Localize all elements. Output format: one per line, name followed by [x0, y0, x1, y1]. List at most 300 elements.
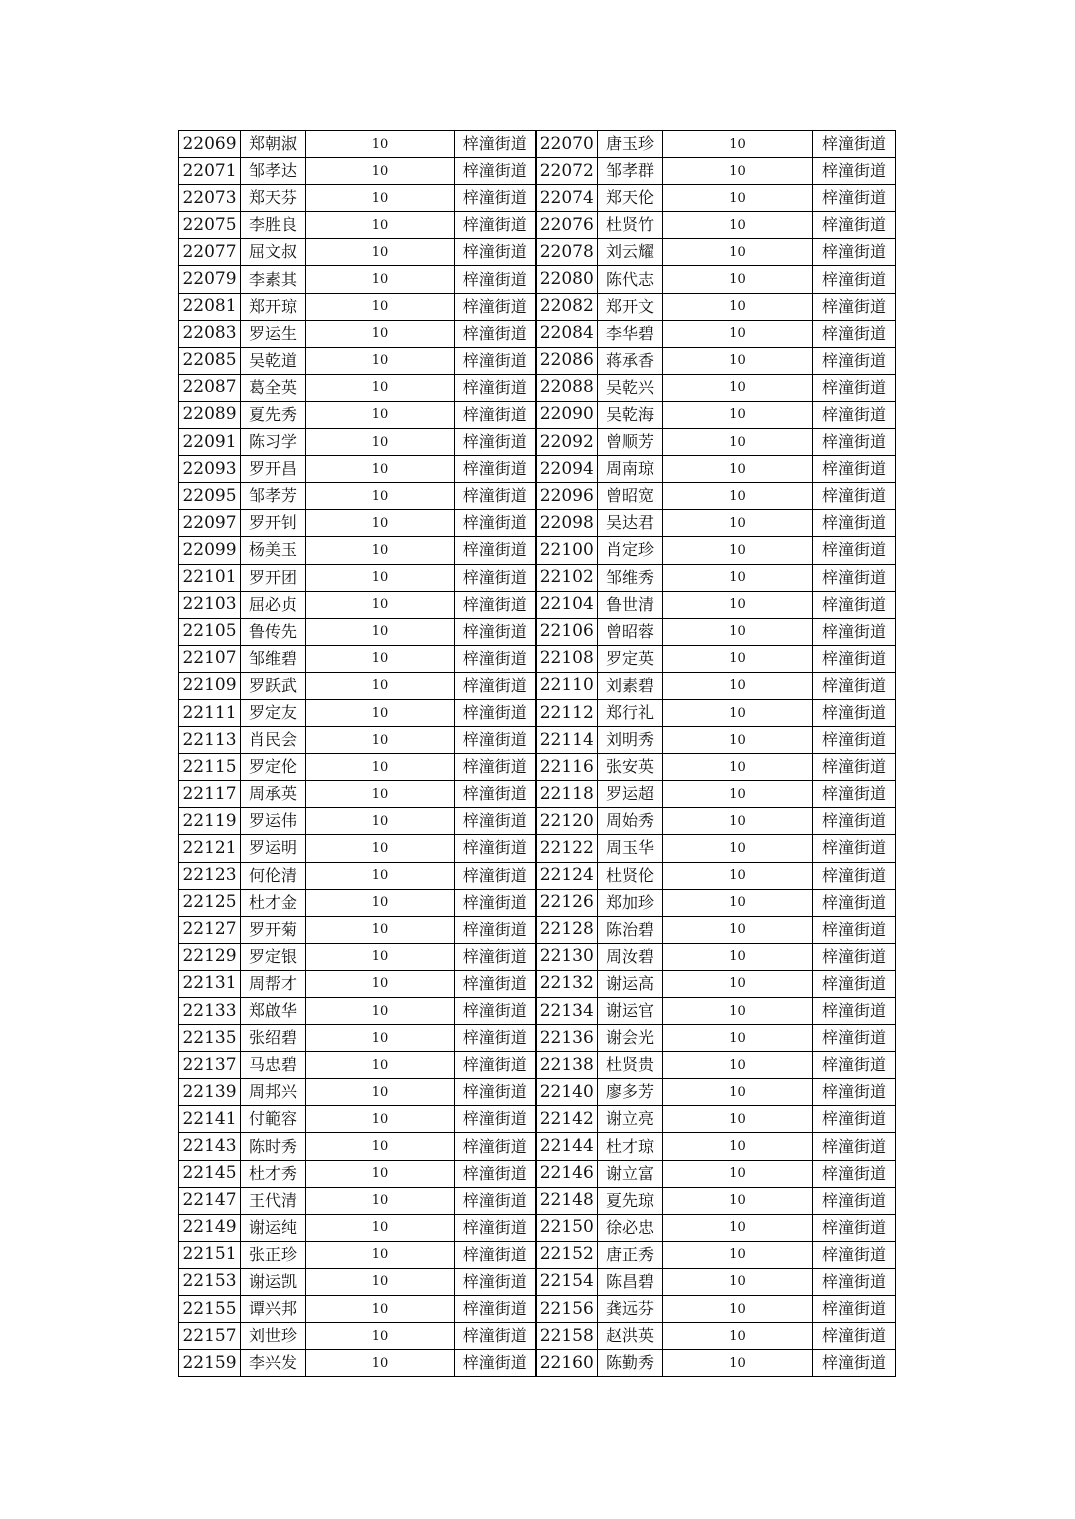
- amount-cell: 10: [306, 266, 455, 293]
- location-cell: 梓潼街道: [455, 293, 536, 320]
- record-id-cell: 22147: [179, 1187, 241, 1214]
- record-id-cell: 22093: [179, 456, 241, 483]
- person-name-cell: 谢立富: [598, 1160, 663, 1187]
- record-id-cell: 22076: [536, 212, 598, 239]
- table-row: [179, 239, 896, 266]
- record-id-cell: 22089: [179, 401, 241, 428]
- record-id-cell: 22131: [179, 970, 241, 997]
- record-id-cell: 22102: [536, 564, 598, 591]
- person-name-cell: 陈昌碧: [598, 1268, 663, 1295]
- location-cell: 梓潼街道: [455, 1079, 536, 1106]
- table-row: [179, 1241, 896, 1268]
- location-cell: 梓潼街道: [813, 970, 896, 997]
- amount-cell: 10: [663, 754, 813, 781]
- amount-cell: 10: [306, 781, 455, 808]
- person-name-cell: 葛全英: [241, 374, 306, 401]
- table-row: [179, 1133, 896, 1160]
- person-name-cell: 屈必贞: [241, 591, 306, 618]
- record-id-cell: 22154: [536, 1268, 598, 1295]
- table-row: [179, 1187, 896, 1214]
- person-name-cell: 杜才琼: [598, 1133, 663, 1160]
- table-row: [179, 808, 896, 835]
- record-id-cell: 22084: [536, 320, 598, 347]
- record-id-cell: 22108: [536, 645, 598, 672]
- location-cell: 梓潼街道: [813, 645, 896, 672]
- person-name-cell: 鲁世清: [598, 591, 663, 618]
- person-name-cell: 陈习学: [241, 429, 306, 456]
- location-cell: 梓潼街道: [813, 943, 896, 970]
- location-cell: 梓潼街道: [813, 1296, 896, 1323]
- table-row: [179, 1350, 896, 1377]
- table-row: [179, 347, 896, 374]
- location-cell: 梓潼街道: [813, 185, 896, 212]
- person-name-cell: 郑天芬: [241, 185, 306, 212]
- record-id-cell: 22075: [179, 212, 241, 239]
- record-id-cell: 22124: [536, 862, 598, 889]
- location-cell: 梓潼街道: [455, 320, 536, 347]
- amount-cell: 10: [306, 970, 455, 997]
- record-id-cell: 22133: [179, 998, 241, 1025]
- record-id-cell: 22134: [536, 998, 598, 1025]
- amount-cell: 10: [663, 618, 813, 645]
- location-cell: 梓潼街道: [813, 808, 896, 835]
- location-cell: 梓潼街道: [455, 672, 536, 699]
- record-id-cell: 22087: [179, 374, 241, 401]
- location-cell: 梓潼街道: [813, 1323, 896, 1350]
- amount-cell: 10: [306, 510, 455, 537]
- record-id-cell: 22148: [536, 1187, 598, 1214]
- person-name-cell: 肖定珍: [598, 537, 663, 564]
- person-name-cell: 郑加珍: [598, 889, 663, 916]
- person-name-cell: 夏先琼: [598, 1187, 663, 1214]
- record-id-cell: 22112: [536, 699, 598, 726]
- location-cell: 梓潼街道: [813, 293, 896, 320]
- person-name-cell: 罗运超: [598, 781, 663, 808]
- location-cell: 梓潼街道: [455, 808, 536, 835]
- location-cell: 梓潼街道: [813, 916, 896, 943]
- person-name-cell: 刘明秀: [598, 727, 663, 754]
- person-name-cell: 张正珍: [241, 1241, 306, 1268]
- table-row: [179, 1323, 896, 1350]
- table-row: [179, 754, 896, 781]
- person-name-cell: 罗运伟: [241, 808, 306, 835]
- table-row: [179, 185, 896, 212]
- location-cell: 梓潼街道: [813, 835, 896, 862]
- amount-cell: 10: [306, 699, 455, 726]
- location-cell: 梓潼街道: [455, 266, 536, 293]
- amount-cell: 10: [306, 672, 455, 699]
- record-id-cell: 22160: [536, 1350, 598, 1377]
- location-cell: 梓潼街道: [813, 672, 896, 699]
- amount-cell: 10: [306, 943, 455, 970]
- amount-cell: 10: [663, 429, 813, 456]
- amount-cell: 10: [663, 1025, 813, 1052]
- person-name-cell: 杜才金: [241, 889, 306, 916]
- person-name-cell: 罗定银: [241, 943, 306, 970]
- record-id-cell: 22078: [536, 239, 598, 266]
- location-cell: 梓潼街道: [813, 456, 896, 483]
- amount-cell: 10: [663, 1079, 813, 1106]
- location-cell: 梓潼街道: [813, 1106, 896, 1133]
- amount-cell: 10: [306, 429, 455, 456]
- location-cell: 梓潼街道: [813, 374, 896, 401]
- amount-cell: 10: [306, 1350, 455, 1377]
- table-row: [179, 1079, 896, 1106]
- record-id-cell: 22109: [179, 672, 241, 699]
- record-id-cell: 22123: [179, 862, 241, 889]
- record-id-cell: 22080: [536, 266, 598, 293]
- amount-cell: 10: [306, 916, 455, 943]
- record-id-cell: 22116: [536, 754, 598, 781]
- record-id-cell: 22082: [536, 293, 598, 320]
- location-cell: 梓潼街道: [813, 239, 896, 266]
- amount-cell: 10: [306, 374, 455, 401]
- location-cell: 梓潼街道: [455, 1106, 536, 1133]
- location-cell: 梓潼街道: [455, 916, 536, 943]
- location-cell: 梓潼街道: [455, 456, 536, 483]
- person-name-cell: 杜贤贵: [598, 1052, 663, 1079]
- location-cell: 梓潼街道: [813, 727, 896, 754]
- location-cell: 梓潼街道: [813, 429, 896, 456]
- record-id-cell: 22143: [179, 1133, 241, 1160]
- table-row: [179, 1106, 896, 1133]
- table-row: [179, 970, 896, 997]
- person-name-cell: 罗定伦: [241, 754, 306, 781]
- table-row: [179, 564, 896, 591]
- person-name-cell: 周承英: [241, 781, 306, 808]
- record-id-cell: 22117: [179, 781, 241, 808]
- amount-cell: 10: [663, 374, 813, 401]
- amount-cell: 10: [663, 727, 813, 754]
- amount-cell: 10: [306, 1268, 455, 1295]
- person-name-cell: 曾昭蓉: [598, 618, 663, 645]
- person-name-cell: 郑朝淑: [241, 131, 306, 158]
- record-id-cell: 22122: [536, 835, 598, 862]
- person-name-cell: 邹孝群: [598, 158, 663, 185]
- table-row: [179, 1296, 896, 1323]
- location-cell: 梓潼街道: [455, 483, 536, 510]
- roster-table: [178, 130, 896, 1377]
- person-name-cell: 夏先秀: [241, 401, 306, 428]
- table-row: [179, 916, 896, 943]
- person-name-cell: 吴达君: [598, 510, 663, 537]
- amount-cell: 10: [663, 1106, 813, 1133]
- location-cell: 梓潼街道: [813, 1025, 896, 1052]
- table-row: [179, 1160, 896, 1187]
- person-name-cell: 罗开钊: [241, 510, 306, 537]
- person-name-cell: 谢运官: [598, 998, 663, 1025]
- amount-cell: 10: [306, 862, 455, 889]
- person-name-cell: 罗跃武: [241, 672, 306, 699]
- table-row: [179, 1268, 896, 1295]
- record-id-cell: 22070: [536, 131, 598, 158]
- location-cell: 梓潼街道: [455, 998, 536, 1025]
- table-row: [179, 510, 896, 537]
- record-id-cell: 22119: [179, 808, 241, 835]
- location-cell: 梓潼街道: [813, 483, 896, 510]
- person-name-cell: 谢运高: [598, 970, 663, 997]
- record-id-cell: 22113: [179, 727, 241, 754]
- amount-cell: 10: [306, 754, 455, 781]
- location-cell: 梓潼街道: [455, 537, 536, 564]
- record-id-cell: 22158: [536, 1323, 598, 1350]
- record-id-cell: 22085: [179, 347, 241, 374]
- table-row: [179, 483, 896, 510]
- amount-cell: 10: [306, 347, 455, 374]
- amount-cell: 10: [663, 1241, 813, 1268]
- table-row: [179, 727, 896, 754]
- amount-cell: 10: [663, 1160, 813, 1187]
- location-cell: 梓潼街道: [813, 1052, 896, 1079]
- record-id-cell: 22157: [179, 1323, 241, 1350]
- location-cell: 梓潼街道: [455, 158, 536, 185]
- amount-cell: 10: [306, 1296, 455, 1323]
- person-name-cell: 唐玉珍: [598, 131, 663, 158]
- amount-cell: 10: [663, 266, 813, 293]
- amount-cell: 10: [663, 456, 813, 483]
- amount-cell: 10: [306, 564, 455, 591]
- person-name-cell: 罗开团: [241, 564, 306, 591]
- person-name-cell: 郑行礼: [598, 699, 663, 726]
- record-id-cell: 22126: [536, 889, 598, 916]
- location-cell: 梓潼街道: [455, 727, 536, 754]
- record-id-cell: 22105: [179, 618, 241, 645]
- record-id-cell: 22079: [179, 266, 241, 293]
- roster-table-body: [179, 131, 896, 1377]
- amount-cell: 10: [306, 239, 455, 266]
- record-id-cell: 22111: [179, 699, 241, 726]
- person-name-cell: 罗定友: [241, 699, 306, 726]
- location-cell: 梓潼街道: [813, 1350, 896, 1377]
- person-name-cell: 谭兴邦: [241, 1296, 306, 1323]
- record-id-cell: 22086: [536, 347, 598, 374]
- person-name-cell: 郑开琼: [241, 293, 306, 320]
- record-id-cell: 22146: [536, 1160, 598, 1187]
- location-cell: 梓潼街道: [813, 618, 896, 645]
- record-id-cell: 22083: [179, 320, 241, 347]
- person-name-cell: 陈时秀: [241, 1133, 306, 1160]
- person-name-cell: 杜贤竹: [598, 212, 663, 239]
- record-id-cell: 22100: [536, 537, 598, 564]
- person-name-cell: 谢立亮: [598, 1106, 663, 1133]
- location-cell: 梓潼街道: [813, 1133, 896, 1160]
- person-name-cell: 吴乾兴: [598, 374, 663, 401]
- record-id-cell: 22115: [179, 754, 241, 781]
- table-row: [179, 266, 896, 293]
- person-name-cell: 张绍碧: [241, 1025, 306, 1052]
- record-id-cell: 22136: [536, 1025, 598, 1052]
- record-id-cell: 22094: [536, 456, 598, 483]
- amount-cell: 10: [663, 158, 813, 185]
- location-cell: 梓潼街道: [455, 347, 536, 374]
- amount-cell: 10: [663, 1133, 813, 1160]
- location-cell: 梓潼街道: [813, 347, 896, 374]
- amount-cell: 10: [663, 185, 813, 212]
- amount-cell: 10: [306, 1079, 455, 1106]
- record-id-cell: 22149: [179, 1214, 241, 1241]
- location-cell: 梓潼街道: [455, 1350, 536, 1377]
- location-cell: 梓潼街道: [455, 618, 536, 645]
- amount-cell: 10: [306, 998, 455, 1025]
- person-name-cell: 曾昭宽: [598, 483, 663, 510]
- record-id-cell: 22159: [179, 1350, 241, 1377]
- amount-cell: 10: [306, 212, 455, 239]
- record-id-cell: 22110: [536, 672, 598, 699]
- record-id-cell: 22150: [536, 1214, 598, 1241]
- location-cell: 梓潼街道: [455, 889, 536, 916]
- person-name-cell: 鲁传先: [241, 618, 306, 645]
- location-cell: 梓潼街道: [455, 835, 536, 862]
- person-name-cell: 陈代志: [598, 266, 663, 293]
- amount-cell: 10: [306, 1106, 455, 1133]
- record-id-cell: 22138: [536, 1052, 598, 1079]
- person-name-cell: 周南琼: [598, 456, 663, 483]
- record-id-cell: 22088: [536, 374, 598, 401]
- location-cell: 梓潼街道: [455, 1052, 536, 1079]
- record-id-cell: 22128: [536, 916, 598, 943]
- location-cell: 梓潼街道: [455, 1025, 536, 1052]
- person-name-cell: 屈文叔: [241, 239, 306, 266]
- amount-cell: 10: [663, 1323, 813, 1350]
- table-row: [179, 781, 896, 808]
- person-name-cell: 谢运凯: [241, 1268, 306, 1295]
- person-name-cell: 刘素碧: [598, 672, 663, 699]
- table-row: [179, 645, 896, 672]
- location-cell: 梓潼街道: [455, 781, 536, 808]
- amount-cell: 10: [663, 1187, 813, 1214]
- location-cell: 梓潼街道: [455, 1241, 536, 1268]
- record-id-cell: 22104: [536, 591, 598, 618]
- record-id-cell: 22073: [179, 185, 241, 212]
- record-id-cell: 22090: [536, 401, 598, 428]
- record-id-cell: 22153: [179, 1268, 241, 1295]
- location-cell: 梓潼街道: [813, 1160, 896, 1187]
- table-row: [179, 1052, 896, 1079]
- amount-cell: 10: [663, 943, 813, 970]
- amount-cell: 10: [663, 1268, 813, 1295]
- person-name-cell: 陈治碧: [598, 916, 663, 943]
- amount-cell: 10: [306, 591, 455, 618]
- record-id-cell: 22121: [179, 835, 241, 862]
- person-name-cell: 周汝碧: [598, 943, 663, 970]
- amount-cell: 10: [663, 699, 813, 726]
- table-row: [179, 429, 896, 456]
- location-cell: 梓潼街道: [813, 564, 896, 591]
- amount-cell: 10: [663, 970, 813, 997]
- location-cell: 梓潼街道: [455, 1160, 536, 1187]
- person-name-cell: 周邦兴: [241, 1079, 306, 1106]
- person-name-cell: 周始秀: [598, 808, 663, 835]
- person-name-cell: 邹维秀: [598, 564, 663, 591]
- location-cell: 梓潼街道: [813, 510, 896, 537]
- person-name-cell: 罗运明: [241, 835, 306, 862]
- record-id-cell: 22096: [536, 483, 598, 510]
- table-row: [179, 591, 896, 618]
- location-cell: 梓潼街道: [813, 266, 896, 293]
- table-row: [179, 618, 896, 645]
- table-row: [179, 131, 896, 158]
- location-cell: 梓潼街道: [813, 537, 896, 564]
- record-id-cell: 22135: [179, 1025, 241, 1052]
- location-cell: 梓潼街道: [455, 699, 536, 726]
- person-name-cell: 廖多芳: [598, 1079, 663, 1106]
- record-id-cell: 22103: [179, 591, 241, 618]
- record-id-cell: 22077: [179, 239, 241, 266]
- person-name-cell: 王代清: [241, 1187, 306, 1214]
- location-cell: 梓潼街道: [813, 212, 896, 239]
- amount-cell: 10: [306, 1214, 455, 1241]
- record-id-cell: 22142: [536, 1106, 598, 1133]
- location-cell: 梓潼街道: [455, 429, 536, 456]
- amount-cell: 10: [306, 618, 455, 645]
- record-id-cell: 22152: [536, 1241, 598, 1268]
- record-id-cell: 22107: [179, 645, 241, 672]
- table-row: [179, 889, 896, 916]
- person-name-cell: 刘云耀: [598, 239, 663, 266]
- amount-cell: 10: [306, 1241, 455, 1268]
- amount-cell: 10: [663, 401, 813, 428]
- amount-cell: 10: [663, 916, 813, 943]
- table-row: [179, 835, 896, 862]
- location-cell: 梓潼街道: [813, 320, 896, 347]
- location-cell: 梓潼街道: [455, 212, 536, 239]
- person-name-cell: 谢运纯: [241, 1214, 306, 1241]
- location-cell: 梓潼街道: [455, 1268, 536, 1295]
- person-name-cell: 徐必忠: [598, 1214, 663, 1241]
- amount-cell: 10: [306, 1133, 455, 1160]
- table-row: [179, 293, 896, 320]
- record-id-cell: 22120: [536, 808, 598, 835]
- location-cell: 梓潼街道: [813, 158, 896, 185]
- person-name-cell: 李胜良: [241, 212, 306, 239]
- record-id-cell: 22091: [179, 429, 241, 456]
- person-name-cell: 杜贤伦: [598, 862, 663, 889]
- location-cell: 梓潼街道: [455, 1133, 536, 1160]
- person-name-cell: 邹维碧: [241, 645, 306, 672]
- amount-cell: 10: [306, 808, 455, 835]
- person-name-cell: 吴乾海: [598, 401, 663, 428]
- person-name-cell: 蒋承香: [598, 347, 663, 374]
- person-name-cell: 刘世珍: [241, 1323, 306, 1350]
- amount-cell: 10: [306, 835, 455, 862]
- person-name-cell: 李兴发: [241, 1350, 306, 1377]
- person-name-cell: 杨美玉: [241, 537, 306, 564]
- location-cell: 梓潼街道: [455, 1323, 536, 1350]
- record-id-cell: 22106: [536, 618, 598, 645]
- location-cell: 梓潼街道: [455, 862, 536, 889]
- location-cell: 梓潼街道: [455, 131, 536, 158]
- amount-cell: 10: [663, 347, 813, 374]
- table-row: [179, 537, 896, 564]
- location-cell: 梓潼街道: [813, 699, 896, 726]
- location-cell: 梓潼街道: [455, 943, 536, 970]
- amount-cell: 10: [306, 293, 455, 320]
- record-id-cell: 22098: [536, 510, 598, 537]
- location-cell: 梓潼街道: [813, 1241, 896, 1268]
- location-cell: 梓潼街道: [455, 564, 536, 591]
- record-id-cell: 22140: [536, 1079, 598, 1106]
- amount-cell: 10: [306, 131, 455, 158]
- person-name-cell: 罗运生: [241, 320, 306, 347]
- person-name-cell: 罗开菊: [241, 916, 306, 943]
- amount-cell: 10: [663, 889, 813, 916]
- person-name-cell: 郑啟华: [241, 998, 306, 1025]
- amount-cell: 10: [663, 212, 813, 239]
- record-id-cell: 22095: [179, 483, 241, 510]
- amount-cell: 10: [663, 672, 813, 699]
- location-cell: 梓潼街道: [455, 591, 536, 618]
- location-cell: 梓潼街道: [455, 1296, 536, 1323]
